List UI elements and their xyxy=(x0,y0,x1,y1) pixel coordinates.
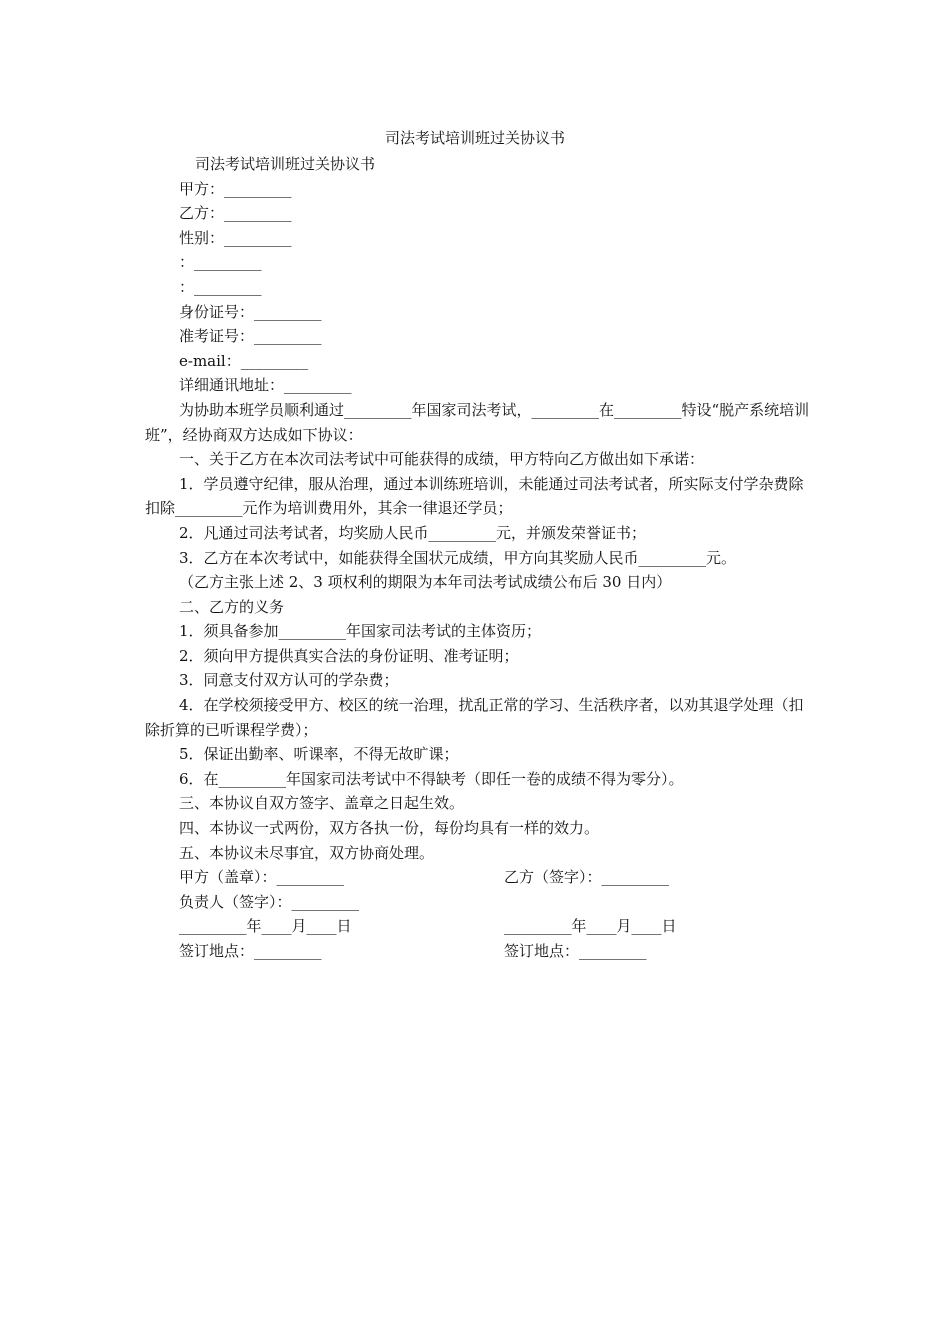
field-id-number: 身份证号：_________ xyxy=(179,302,322,321)
signature-date-a: _________年____月____日 xyxy=(179,917,352,936)
section2-heading: 二、乙方的义务 xyxy=(179,597,285,616)
section2-item3: 3．同意支付双方认可的学杂费； xyxy=(179,671,399,690)
section2-item6: 6．在_________年国家司法考试中不得缺考（即任一卷的成绩不得为零分）。 xyxy=(179,769,684,788)
field-party-b: 乙方：_________ xyxy=(179,204,292,223)
signature-date-b: _________年____月____日 xyxy=(504,917,677,936)
signature-responsible: 负责人（签字）：_________ xyxy=(179,892,360,911)
field-address: 详细通讯地址：_________ xyxy=(179,376,352,395)
field-blank-2: ：_________ xyxy=(179,277,262,296)
section4-paragraph: 四、本协议一式两份，双方各执一份，每份均具有一样的效力。 xyxy=(179,819,600,838)
field-party-a: 甲方：_________ xyxy=(179,179,292,198)
document-title: 司法考试培训班过关协议书 xyxy=(384,129,565,147)
section1-item3: 3．乙方在本次考试中，如能获得全国状元成绩，甲方向其奖励人民币_________元。 xyxy=(179,548,737,567)
signature-row-places xyxy=(145,939,810,964)
section2-item1: 1．须具备参加_________年国家司法考试的主体资历； xyxy=(179,622,542,641)
section1-item2: 2．凡通过司法考试者，均奖励人民币_________元，并颁发荣誉证书； xyxy=(179,523,647,542)
document-body xyxy=(145,152,810,964)
signature-row-parties xyxy=(145,865,810,890)
section2-item5: 5．保证出勤率、听课率，不得无故旷课； xyxy=(179,745,459,764)
signature-party-b: 乙方（签字）：_________ xyxy=(504,868,670,887)
field-gender: 性别：_________ xyxy=(179,228,292,247)
section1-heading: 一、关于乙方在本次司法考试中可能获得的成绩，甲方特向乙方做出如下承诺： xyxy=(179,450,705,469)
intro-paragraph: 为协助本班学员顺利通过_________年国家司法考试，_________在_________特设“脱产系统培训班”，经协商双方达成如下协议： xyxy=(145,400,810,444)
signature-row-dates xyxy=(145,914,810,939)
signature-place-b: 签订地点：_________ xyxy=(504,942,647,960)
signature-place-a: 签订地点：_________ xyxy=(179,942,322,960)
field-blank-1: ：_________ xyxy=(179,253,262,272)
field-email: e-mail：_________ xyxy=(179,351,309,370)
section2-item2: 2．须向甲方提供真实合法的身份证明、准考证明； xyxy=(179,646,519,665)
signature-row-responsible xyxy=(145,890,810,915)
section2-item4: 4．在学校须接受甲方、校区的统一治理，扰乱正常的学习、生活秩序者，以劝其退学处理（扣除折算的已听课程学费）； xyxy=(145,696,804,739)
signature-party-a: 甲方（盖章）：_________ xyxy=(179,868,345,887)
field-admission-number: 准考证号：_________ xyxy=(179,327,322,346)
section1-note: （乙方主张上述 2、3 项权利的期限为本年司法考试成绩公布后 30 日内） xyxy=(179,573,672,592)
document-subtitle: 司法考试培训班过关协议书 xyxy=(195,155,376,173)
section5-paragraph: 五、本协议未尽事宜，双方协商处理。 xyxy=(179,843,435,862)
section3-paragraph: 三、本协议自双方签字、盖章之日起生效。 xyxy=(179,794,465,813)
section1-item1: 1．学员遵守纪律，服从治理，通过本训练班培训，未能通过司法考试者，所实际支付学杂费除扣除_________元作为培训费用外，其余一律退还学员； xyxy=(145,474,804,518)
